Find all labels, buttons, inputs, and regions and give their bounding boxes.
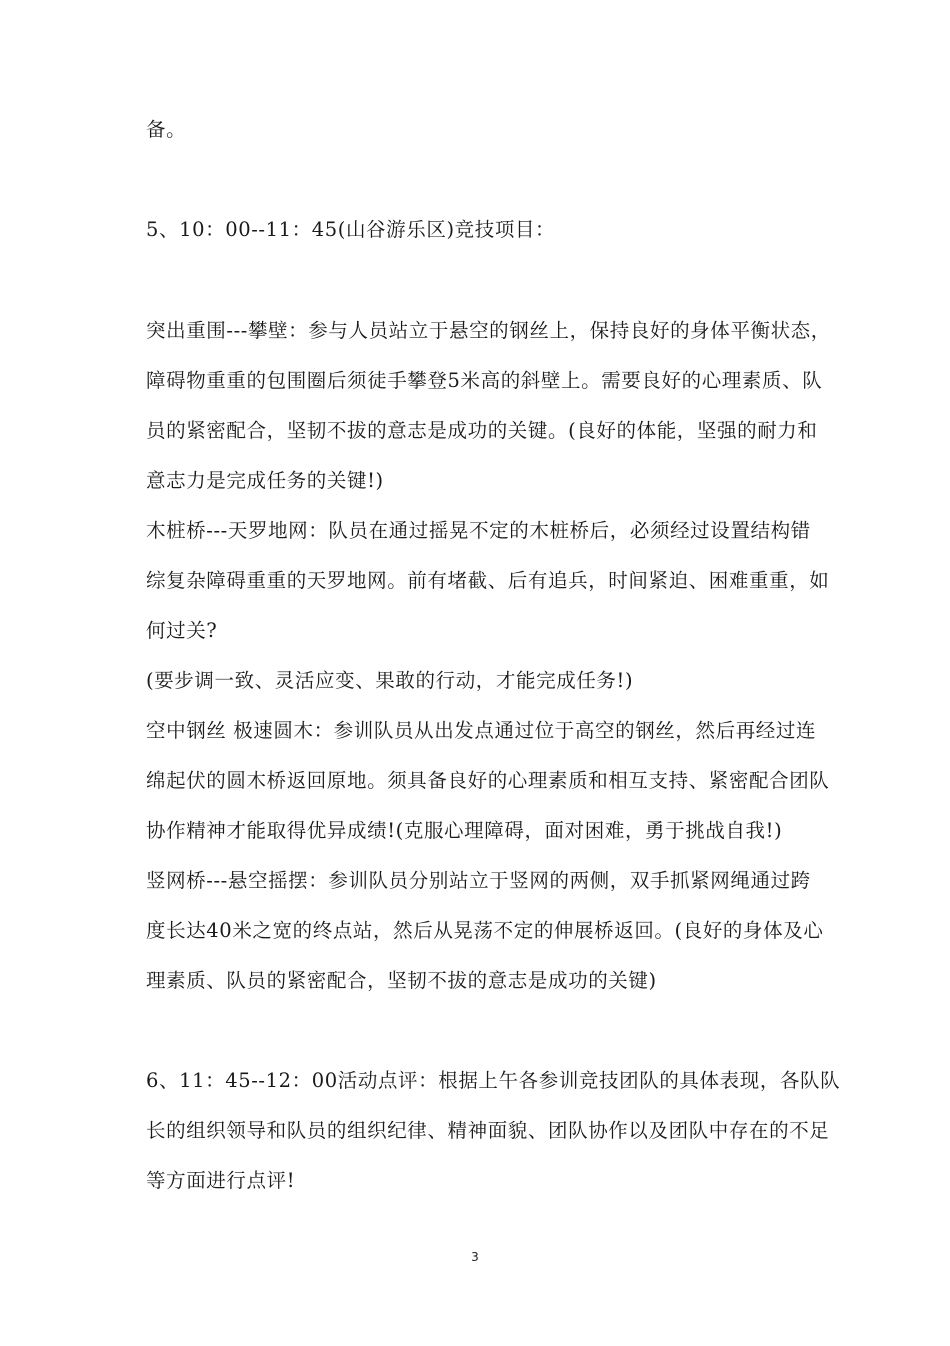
text-line: 协作精神才能取得优异成绩!(克服心理障碍，面对困难，勇于挑战自我!) (146, 819, 783, 842)
text-line: 长的组织领导和队员的组织纪律、精神面貌、团队协作以及团队中存在的不足 (146, 1119, 830, 1142)
text-line: 意志力是完成任务的关键!) (146, 469, 384, 492)
page-number: 3 (471, 1250, 479, 1264)
text-line: 员的紧密配合，坚韧不拔的意志是成功的关键。(良好的体能，坚强的耐力和 (146, 419, 818, 442)
text-line: 等方面进行点评! (146, 1169, 296, 1192)
text-line: 度长达40米之宽的终点站，然后从晃荡不定的伸展桥返回。(良好的身体及心 (146, 919, 824, 942)
text-line: 备。 (146, 118, 187, 141)
text-line: 障碍物重重的包围圈后须徒手攀登5米高的斜壁上。需要良好的心理素质、队 (146, 369, 823, 392)
text-line: 理素质、队员的紧密配合，坚韧不拔的意志是成功的关键) (146, 969, 657, 992)
text-line: 何过关? (146, 619, 218, 642)
text-line: 木桩桥---天罗地网：队员在通过摇晃不定的木桩桥后，必须经过设置结构错 (146, 519, 811, 542)
text-line: 突出重围---攀壁：参与人员站立于悬空的钢丝上，保持良好的身体平衡状态， (146, 319, 831, 342)
text-line: 绵起伏的圆木桥返回原地。须具备良好的心理素质和相互支持、紧密配合团队 (146, 769, 830, 792)
section-heading: 6、11：45--12：00活动点评：根据上午各参训竞技团队的具体表现，各队队 (146, 1069, 841, 1092)
text-line: (要步调一致、灵活应变、果敢的行动，才能完成任务!) (146, 669, 634, 692)
section-heading: 5、10：00--11：45(山谷游乐区)竞技项目： (146, 218, 556, 241)
text-line: 综复杂障碍重重的天罗地网。前有堵截、后有追兵，时间紧迫、困难重重，如 (146, 569, 830, 592)
text-line: 空中钢丝 极速圆木：参训队员从出发点通过位于高空的钢丝，然后再经过连 (146, 719, 817, 742)
text-line: 竖网桥---悬空摇摆：参训队员分别站立于竖网的两侧，双手抓紧网绳通过跨 (146, 869, 811, 892)
